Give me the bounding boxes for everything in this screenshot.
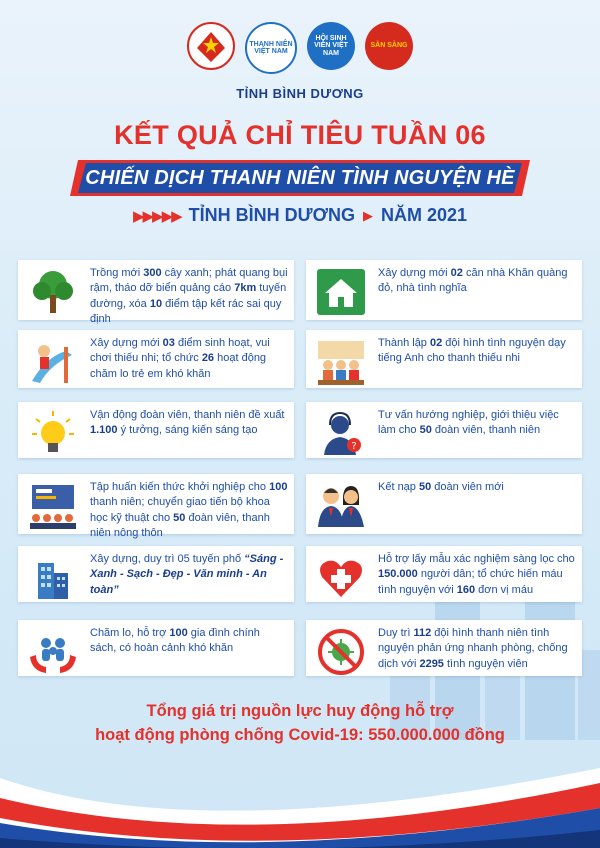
subtitle (70, 205, 530, 226)
result-card (306, 330, 582, 388)
result-text: Chăm lo, hỗ trợ 100 gia đình chính sách, có hoàn cảnh khó khăn (90, 627, 260, 655)
no-virus-icon (312, 626, 370, 678)
house-icon (312, 266, 370, 318)
total-line-2: hoạt động phòng chống Covid-19: 550.000.000 đồng (95, 726, 505, 744)
medical-heart-icon (312, 552, 370, 604)
campaign-title: CHIẾN DỊCH THANH NIÊN TÌNH NGUYỆN HÈ (85, 167, 515, 189)
result-text: Vận động đoàn viên, thanh niên đề xuất 1.100 ý tưởng, sáng kiến sáng tạo (90, 409, 285, 437)
result-card (306, 474, 582, 534)
result-card (18, 402, 294, 458)
result-card (306, 402, 582, 458)
total-line-1: Tổng giá trị nguồn lực huy động hỗ trợ (146, 702, 454, 720)
building-icon (24, 552, 82, 604)
doi-thieu-nien-logo (365, 22, 413, 70)
consultant-icon (312, 408, 370, 460)
result-card (18, 546, 294, 602)
playground-icon (24, 336, 82, 388)
svg-text:?: ? (351, 441, 357, 452)
training-icon (24, 480, 82, 532)
result-card (18, 620, 294, 676)
result-text: Trồng mới 300 cây xanh; phát quang bụi rậm, tháo dỡ biển quảng cáo 7km tuyến đường, xóa 10 điểm tập kết rác sai quy định (90, 267, 288, 326)
thanh-nien-viet-nam-logo (245, 22, 297, 74)
hoi-sinh-vien-logo (307, 22, 355, 70)
result-text: Hỗ trợ lấy mẫu xác nghiệm sàng lọc cho 150.000 người dân; tổ chức hiến máu tình nguyện với 160 đơn vị máu (378, 553, 575, 596)
result-card (306, 260, 582, 320)
logo-text: THANH NIÊN VIỆT NAM (249, 40, 293, 55)
logo-row (0, 22, 600, 74)
bottom-wave (0, 738, 600, 848)
result-text: Tập huấn kiến thức khởi nghiệp cho 100 thanh niên; chuyển giao tiến bộ khoa học kỹ thuật cho 50 đoàn viên, thanh niên nông thôn (90, 481, 288, 540)
tree-icon (24, 266, 82, 318)
page-title: KẾT QUẢ CHỈ TIÊU TUẦN 06 (114, 120, 486, 150)
result-text: Xây dựng mới 02 căn nhà Khăn quàng đỏ, nhà tình nghĩa (378, 267, 568, 295)
result-text: Xây dựng, duy trì 05 tuyến phố “Sáng - Xanh - Sạch - Đẹp - Văn minh - An toàn” (90, 553, 284, 596)
result-card (18, 474, 294, 540)
arrows-icon: ▶▶▶▶▶ (132, 207, 181, 225)
logo-text: SẴN SÀNG (370, 42, 408, 50)
result-text: Thành lập 02 đội hình tình nguyện dạy tiếng Anh cho thanh thiếu nhi (378, 337, 566, 365)
result-text: Tư vấn hướng nghiệp, giới thiệu việc làm cho 50 đoàn viên, thanh niên (378, 409, 559, 437)
province-label: TỈNH BÌNH DƯƠNG (236, 86, 364, 101)
subtitle-year: NĂM 2021 (380, 205, 467, 225)
result-text: Xây dựng mới 03 điểm sinh hoạt, vui chơi thiếu nhi; tổ chức 26 hoạt động chăm lo trẻ em khó khăn (90, 337, 270, 380)
result-card (18, 330, 294, 388)
logo-text: HỘI SINH VIÊN VIỆT NAM (314, 34, 348, 57)
members-icon (312, 480, 370, 532)
result-text: Kết nạp 50 đoàn viên mới (378, 481, 504, 493)
triangle-icon: ▶ (362, 207, 373, 223)
result-card (306, 620, 582, 676)
teaching-icon (312, 336, 370, 388)
lightbulb-icon (24, 408, 82, 460)
doan-thanh-nien-logo (187, 22, 235, 70)
family-care-icon (24, 626, 82, 678)
subtitle-province: TỈNH BÌNH DƯƠNG (188, 205, 355, 225)
result-text: Duy trì 112 đội hình thanh niên tình nguyện phản ứng nhanh phòng, chống dịch với 2295 tình nguyện viên (378, 627, 568, 670)
result-card (306, 546, 582, 602)
result-card (18, 260, 294, 326)
